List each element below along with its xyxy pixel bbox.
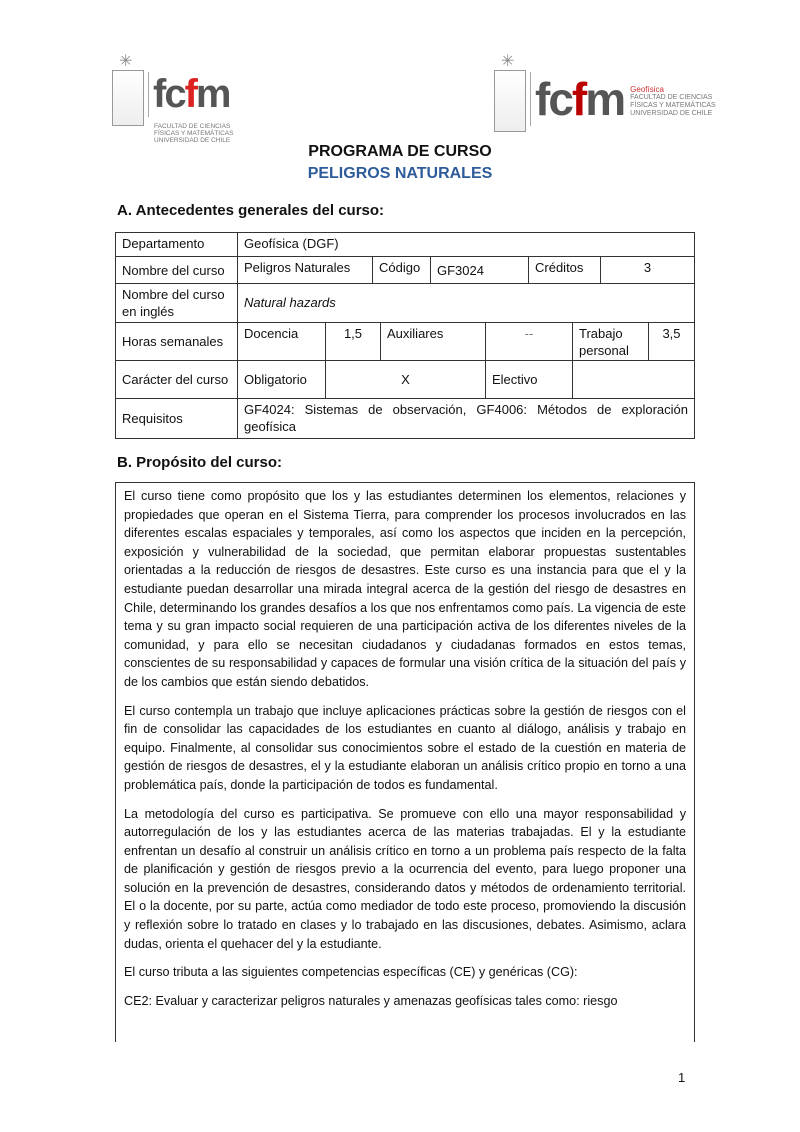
page-number: 1 [678, 1070, 686, 1085]
purpose-paragraph: El curso tiene como propósito que los y las estudiantes determinen los elementos, relaciones y propiedades que operan en el Sistema Tierra, para comprender los procesos involucrados en las diferentes escalas espaciales y temporales, así como los aspectos que inciden en la percepción, exposición y vulnerabilidad de la sociedad, que permitan elaborar propuestas sustentables orientadas a la reducción de riesgos de desastres. Este curso es una instancia para que el y la estudiante puedan desarrollar una mirada integral acerca de la gestión del riesgo de desastres en Chile, determinando los grandes desafíos a los que nos enfrentamos como país. La vigencia de este tema y su gran impacto social requieren de una participación activa de los diferentes niveles de la comunidad, y para ello se necesitan ciudadanos y ciudadanas formados en estos temas, conscientes de su responsabilidad y capaces de formular una visión crítica de la situación del país y de los cambios que están siendo debatidos. [124, 489, 686, 689]
value-creditos: 3 [600, 256, 695, 284]
logo-subtext: FACULTAD DE CIENCIAS [630, 94, 713, 101]
value-auxiliares: -- [485, 322, 573, 361]
logo-subtext: FACULTAD DE CIENCIAS [154, 123, 231, 130]
purpose-paragraph: El curso contempla un trabajo que incluye aplicaciones prácticas sobre la gestión de riesgos con el fin de consolidar las capacidades de los estudiantes en cuanto al diálogo, análisis y trabajo en equipo. Finalmente, al consolidar sus conocimientos sobre el estado de la cuestión en materia de gestión de riesgos de desastres, el y la estudiante elaboran un análisis crítico propio en torno a una problemática país, donde la participación de todos es fundamental. [124, 703, 686, 792]
document-title: PROGRAMA DE CURSO [308, 143, 492, 160]
value-nombre: Peligros Naturales [237, 256, 373, 284]
logo-subtext: FÍSICAS Y MATEMÁTICAS [154, 130, 234, 137]
fcfm-logo-left [112, 52, 233, 144]
label-obligatorio: Obligatorio [237, 360, 326, 399]
label-codigo: Código [372, 256, 431, 284]
section-b-heading: B. Propósito del curso: [117, 454, 283, 471]
logo-subtext: UNIVERSIDAD DE CHILE [154, 137, 231, 144]
value-ingles: Natural hazards [237, 283, 695, 323]
purpose-paragraph: La metodología del curso es participativa. Se promueve con ello una mayor responsabilidad y autorregulación de los y las estudiantes acerca de las materias trabajadas. El y la estudiante enfrentan un desafío al construir un análisis crítico en torno a un problema país respecto de la falta de planificación y gestión de riesgos previo a la ocurrencia del evento, para luego proponer una solución en la prevención de desastres, considerando datos y métodos de ordenamiento territorial. El o la docente, por su parte, actúa como mediador de todo este proceso, promoviendo la discusión y reflexión sobre lo tratado en clases y lo trabajado en las discusiones, debates. Asimismo, aclara dudas, orienta el quehacer del y la estudiante. [124, 806, 686, 951]
label-departamento: Departamento [115, 232, 238, 257]
value-departamento: Geofísica (DGF) [237, 232, 695, 257]
label-auxiliares: Auxiliares [380, 322, 486, 361]
purpose-box [115, 482, 695, 1042]
label-horas: Horas semanales [115, 322, 238, 361]
label-electivo: Electivo [485, 360, 573, 399]
purpose-paragraph: CE2: Evaluar y caracterizar peligros naturales y amenazas geofísicas tales como: riesgo [124, 993, 618, 1008]
university-crest-icon [494, 70, 526, 132]
purpose-paragraph: El curso tributa a las siguientes competencias específicas (CE) y genéricas (CG): [124, 965, 578, 980]
section-a-heading: A. Antecedentes generales del curso: [117, 202, 385, 219]
label-creditos: Créditos [528, 256, 601, 284]
logo-subtext: UNIVERSIDAD DE CHILE [630, 110, 713, 117]
label-docencia: Docencia [237, 322, 326, 361]
logo-dept: Geofísica [630, 85, 664, 94]
logo-subtext: FÍSICAS Y MATEMÁTICAS [630, 102, 716, 109]
university-crest-icon [112, 70, 144, 126]
fcfm-wordmark: fcfm [530, 72, 624, 126]
value-trabajo: 3,5 [648, 322, 695, 361]
label-requisitos: Requisitos [115, 398, 238, 439]
label-trabajo: Trabajo personal [572, 322, 649, 361]
value-obligatorio: X [325, 360, 486, 399]
value-docencia: 1,5 [325, 322, 381, 361]
label-ingles: Nombre del curso en inglés [115, 283, 238, 323]
value-codigo: GF3024 [430, 256, 529, 284]
fcfm-wordmark: fcfm [148, 72, 233, 117]
label-nombre: Nombre del curso [115, 256, 238, 284]
course-title: PELIGROS NATURALES [307, 165, 493, 182]
value-requisitos: GF4024: Sistemas de observación, GF4006: Métodos de exploración geofísica [237, 398, 695, 439]
label-caracter: Carácter del curso [115, 360, 238, 399]
value-electivo [572, 360, 695, 399]
fcfm-geofisica-logo [494, 52, 716, 132]
